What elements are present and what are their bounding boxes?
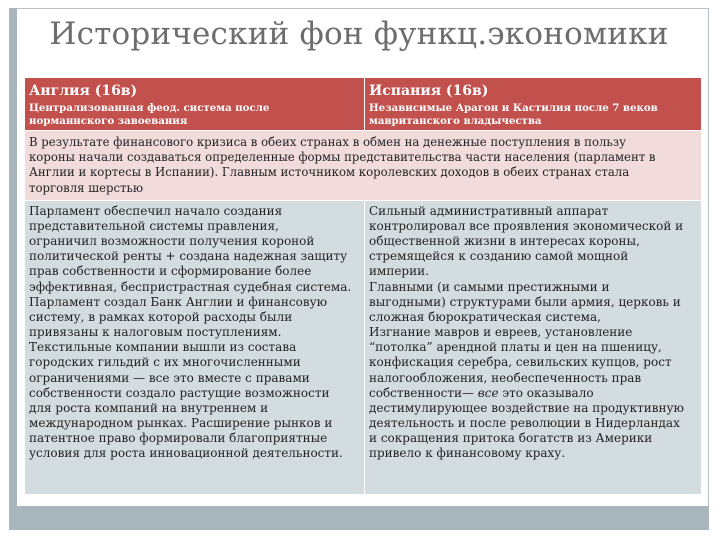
text-line: условия для роста инновационной деятельности. [29,446,343,461]
text-line: “потолка” арендной платы и цен на пшеницу, [369,340,662,355]
summary-row [25,131,702,201]
text-line: Главными (и самыми престижными и [369,279,610,294]
text-fragment: собственности— [369,385,478,400]
text-line: систему, в рамках которой расходы были [29,309,293,324]
text-line: общественной жизни в интересах короны, [369,234,640,249]
slide-title: Исторический фон функц.экономики [49,16,669,52]
text-line: и сокращения притока богатств из Америки [369,431,653,446]
text-line: политической ренты + создана надежная защиту [29,249,348,264]
text-line: прав собственности и сформирование более [29,264,312,279]
england-header-cell [25,78,365,131]
text-line: Сильный административный аппарат [369,203,609,218]
text-line: деятельность и после революции в Нидерландах [369,416,680,430]
text-fragment: это оказывало [498,385,594,400]
england-details-cell [25,200,365,494]
text-line: выгодными) структурами были армия, церковь и [369,294,681,309]
text-line: Текстильные компании вышли из состава [29,340,297,355]
text-line: городских гильдий с их многочисленными [29,355,301,370]
text-line: патентное право формировали благоприятные [29,431,328,446]
text-line: эффективная, беспристрастная судебная система. [29,279,352,294]
text-line: дестимулирующее воздействие на продуктивную [369,400,684,415]
text-line: сложная бюрократическая система, [369,309,601,324]
left-accent-bar [9,8,17,530]
bottom-accent-bar [9,506,709,530]
text-line: ограничениями — все это вместе с правами [29,370,310,385]
england-subheading: Централизованная феод. система после норманнского завоевания [29,102,270,127]
details-row [25,200,702,494]
italic-word: все [477,385,499,400]
spain-heading: Испания (16в) [369,83,489,99]
spain-details-cell [365,200,702,494]
england-heading: Англия (16в) [29,83,138,99]
text-line: контролировал все проявления экономической и [369,218,684,233]
text-line: привело к финансовому краху. [369,446,566,461]
text-line: собственности создало растущие возможности [29,385,330,400]
text-line: Парламент создал Банк Англии и финансовую [29,294,328,309]
spain-subheading: Независимые Арагон и Кастилия после 7 веков мавританского владычества [369,102,658,127]
spain-header-cell [365,78,702,131]
text-line: империи. [369,264,429,279]
text-line: налогообложения, необеспеченность прав [369,370,642,385]
text-line: конфискация серебра, севильских купцов, рост [369,355,672,370]
text-line [369,386,697,401]
text-line: международном рынках. Расширение рынков и [29,416,333,430]
comparison-table [24,77,702,495]
text-line: представительной системы правления, [29,218,279,233]
text-line: привязаны к налоговым поступлениям. [29,325,282,340]
text-line: для роста компаний на внутреннем и [29,400,269,415]
summary-cell: В результате финансового кризиса в обеих странах в обмен на денежные поступления в пользу короны начали создаваться определенные формы представительства части населения (парламент в Англии и кортесы в Испании). Главным источником королевских доходов в обеих странах стала торговля шерстью [25,131,702,201]
text-line: стремящейся к созданию самой мощной [369,249,629,264]
text-line: ограничил возможности получения короной [29,234,315,249]
text-line: Изгнание мавров и евреев, установление [369,325,633,340]
header-row [25,78,702,131]
text-line: Парламент обеспечил начало создания [29,203,283,218]
